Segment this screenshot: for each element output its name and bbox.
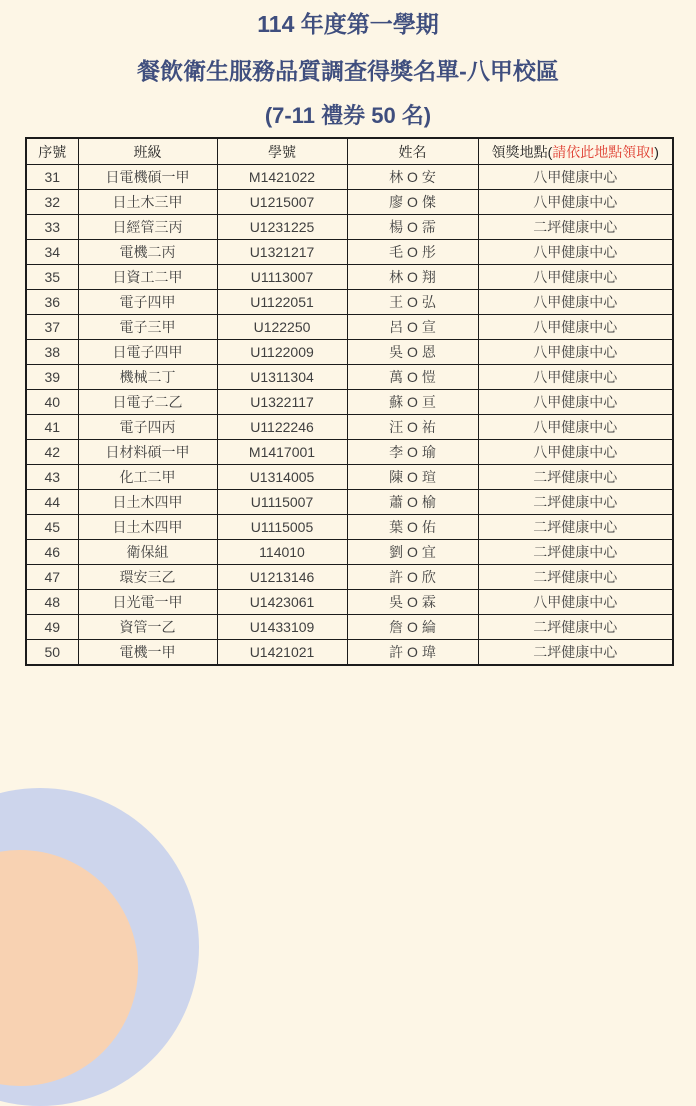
cell-name: 許 O 欣 — [347, 565, 478, 590]
cell-name: 汪 O 祐 — [347, 415, 478, 440]
cell-location: 二坪健康中心 — [478, 615, 673, 640]
cell-no: 37 — [26, 315, 78, 340]
cell-location: 八甲健康中心 — [478, 365, 673, 390]
location-header-suffix: ) — [654, 143, 659, 160]
cell-class: 電子四甲 — [78, 290, 217, 315]
cell-student-id: U1231225 — [217, 215, 347, 240]
table-row — [26, 465, 673, 490]
cell-location: 八甲健康中心 — [478, 265, 673, 290]
cell-no: 43 — [26, 465, 78, 490]
cell-name: 王 O 弘 — [347, 290, 478, 315]
cell-name: 葉 O 佑 — [347, 515, 478, 540]
cell-location: 八甲健康中心 — [478, 315, 673, 340]
cell-class: 環安三乙 — [78, 565, 217, 590]
cell-student-id: U1311304 — [217, 365, 347, 390]
cell-class: 日光電一甲 — [78, 590, 217, 615]
cell-location: 八甲健康中心 — [478, 240, 673, 265]
cell-location: 八甲健康中心 — [478, 440, 673, 465]
table-row — [26, 415, 673, 440]
table-row — [26, 490, 673, 515]
cell-student-id: U1433109 — [217, 615, 347, 640]
cell-class: 日土木三甲 — [78, 190, 217, 215]
cell-class: 衛保組 — [78, 540, 217, 565]
cell-location: 二坪健康中心 — [478, 215, 673, 240]
location-header-warning: 請依此地點領取! — [552, 143, 655, 160]
table-header-row — [26, 138, 673, 165]
table-row — [26, 640, 673, 666]
cell-no: 31 — [26, 165, 78, 190]
col-header-name: 姓名 — [347, 138, 478, 165]
cell-student-id: U1421021 — [217, 640, 347, 666]
cell-no: 50 — [26, 640, 78, 666]
cell-name: 林 O 安 — [347, 165, 478, 190]
cell-student-id: U1122051 — [217, 290, 347, 315]
table-row — [26, 340, 673, 365]
cell-student-id: U1322117 — [217, 390, 347, 415]
table-body — [26, 165, 673, 666]
cell-location: 八甲健康中心 — [478, 415, 673, 440]
table-row — [26, 515, 673, 540]
cell-no: 49 — [26, 615, 78, 640]
cell-student-id: U1122246 — [217, 415, 347, 440]
cell-student-id: U1122009 — [217, 340, 347, 365]
location-header-prefix: 領獎地點( — [491, 143, 553, 160]
cell-name: 蕭 O 榆 — [347, 490, 478, 515]
cell-class: 日電子四甲 — [78, 340, 217, 365]
cell-location: 二坪健康中心 — [478, 640, 673, 666]
col-header-student-id: 學號 — [217, 138, 347, 165]
table-row — [26, 190, 673, 215]
cell-name: 呂 O 宣 — [347, 315, 478, 340]
table-row — [26, 590, 673, 615]
cell-class: 機械二丁 — [78, 365, 217, 390]
cell-student-id: U1314005 — [217, 465, 347, 490]
cell-no: 40 — [26, 390, 78, 415]
cell-class: 電機二丙 — [78, 240, 217, 265]
cell-no: 32 — [26, 190, 78, 215]
cell-class: 日經管三丙 — [78, 215, 217, 240]
cell-class: 電子四丙 — [78, 415, 217, 440]
table-row — [26, 215, 673, 240]
cell-no: 34 — [26, 240, 78, 265]
table-row — [26, 565, 673, 590]
table-row — [26, 265, 673, 290]
cell-name: 李 O 瑜 — [347, 440, 478, 465]
table-row — [26, 390, 673, 415]
cell-no: 45 — [26, 515, 78, 540]
cell-no: 41 — [26, 415, 78, 440]
cell-location: 二坪健康中心 — [478, 490, 673, 515]
cell-class: 日電機碩一甲 — [78, 165, 217, 190]
cell-no: 42 — [26, 440, 78, 465]
col-header-class: 班級 — [78, 138, 217, 165]
cell-location: 二坪健康中心 — [478, 465, 673, 490]
cell-location: 八甲健康中心 — [478, 590, 673, 615]
cell-name: 陳 O 瑄 — [347, 465, 478, 490]
cell-no: 38 — [26, 340, 78, 365]
cell-name: 許 O 瑋 — [347, 640, 478, 666]
cell-no: 39 — [26, 365, 78, 390]
cell-class: 日材料碩一甲 — [78, 440, 217, 465]
table-row — [26, 440, 673, 465]
cell-class: 日資工二甲 — [78, 265, 217, 290]
cell-class: 化工二甲 — [78, 465, 217, 490]
cell-student-id: 114010 — [217, 540, 347, 565]
cell-student-id: U1321217 — [217, 240, 347, 265]
table-row — [26, 290, 673, 315]
cell-class: 電子三甲 — [78, 315, 217, 340]
cell-location: 八甲健康中心 — [478, 190, 673, 215]
table-row — [26, 615, 673, 640]
cell-student-id: U1115007 — [217, 490, 347, 515]
cell-class: 日電子二乙 — [78, 390, 217, 415]
cell-location: 二坪健康中心 — [478, 540, 673, 565]
title-semester: 114 年度第一學期 — [257, 11, 439, 37]
cell-name: 毛 O 彤 — [347, 240, 478, 265]
cell-name: 廖 O 傑 — [347, 190, 478, 215]
table-row — [26, 240, 673, 265]
cell-no: 44 — [26, 490, 78, 515]
cell-student-id: U1215007 — [217, 190, 347, 215]
title-main: 餐飲衛生服務品質調查得獎名單-八甲校區 — [137, 58, 559, 84]
cell-class: 日土木四甲 — [78, 490, 217, 515]
cell-student-id: U1115005 — [217, 515, 347, 540]
cell-class: 電機一甲 — [78, 640, 217, 666]
cell-student-id: U1213146 — [217, 565, 347, 590]
cell-no: 36 — [26, 290, 78, 315]
table-row — [26, 165, 673, 190]
col-header-no: 序號 — [26, 138, 78, 165]
cell-name: 吳 O 恩 — [347, 340, 478, 365]
document-header — [0, 0, 696, 129]
cell-no: 47 — [26, 565, 78, 590]
cell-name: 林 O 翔 — [347, 265, 478, 290]
cell-name: 劉 O 宜 — [347, 540, 478, 565]
cell-location: 八甲健康中心 — [478, 340, 673, 365]
col-header-location — [478, 138, 673, 165]
cell-location: 八甲健康中心 — [478, 290, 673, 315]
cell-student-id: U1113007 — [217, 265, 347, 290]
cell-no: 35 — [26, 265, 78, 290]
table-row — [26, 540, 673, 565]
cell-student-id: U1423061 — [217, 590, 347, 615]
title-prize-info: (7-11 禮券 50 名) — [264, 103, 432, 128]
cell-location: 二坪健康中心 — [478, 515, 673, 540]
table-row — [26, 315, 673, 340]
cell-name: 萬 O 愷 — [347, 365, 478, 390]
cell-location: 二坪健康中心 — [478, 565, 673, 590]
cell-no: 48 — [26, 590, 78, 615]
cell-no: 46 — [26, 540, 78, 565]
cell-name: 吳 O 霖 — [347, 590, 478, 615]
cell-no: 33 — [26, 215, 78, 240]
cell-student-id: M1421022 — [217, 165, 347, 190]
cell-class: 資管一乙 — [78, 615, 217, 640]
cell-student-id: M1417001 — [217, 440, 347, 465]
cell-name: 詹 O 綸 — [347, 615, 478, 640]
cell-location: 八甲健康中心 — [478, 165, 673, 190]
table-row — [26, 365, 673, 390]
cell-student-id: U122250 — [217, 315, 347, 340]
cell-name: 蘇 O 亘 — [347, 390, 478, 415]
cell-name: 楊 O 霈 — [347, 215, 478, 240]
winners-table — [25, 137, 674, 666]
cell-class: 日土木四甲 — [78, 515, 217, 540]
cell-location: 八甲健康中心 — [478, 390, 673, 415]
